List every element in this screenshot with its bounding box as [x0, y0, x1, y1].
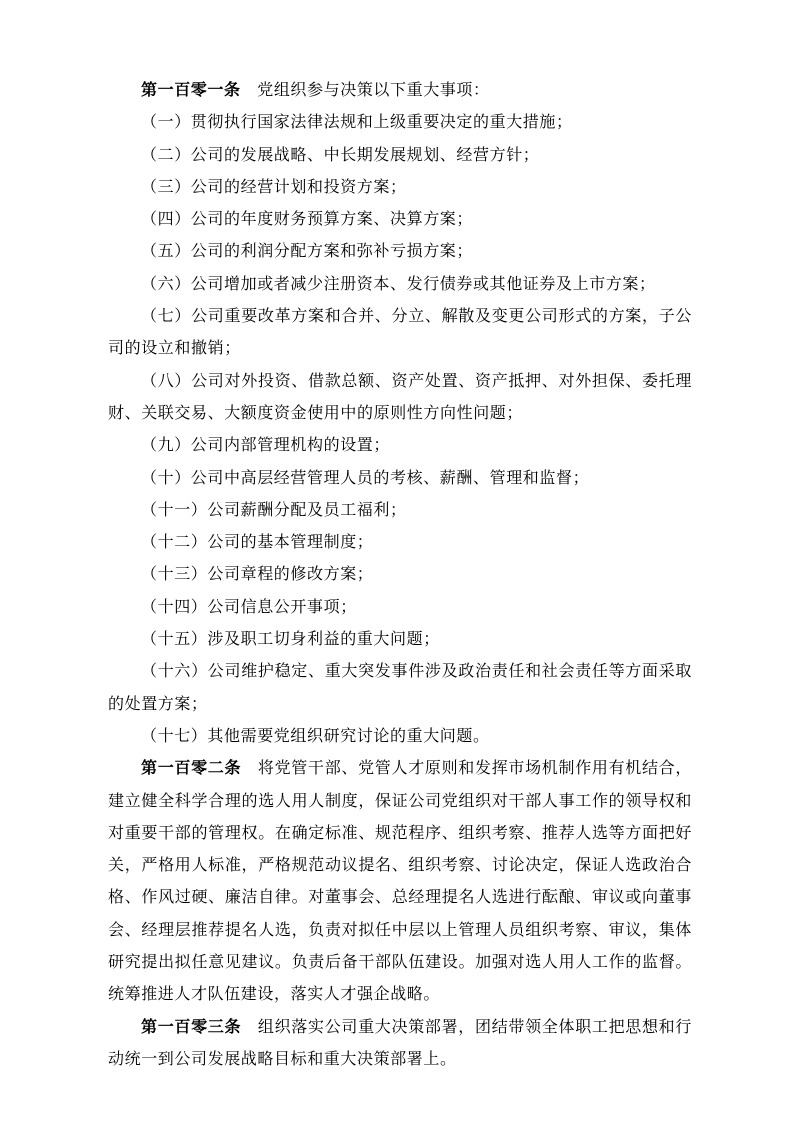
item-paragraph — [108, 236, 692, 268]
paragraph-text: （三）公司的经营计划和投资方案； — [141, 178, 407, 196]
item-paragraph — [108, 463, 692, 495]
paragraph-text: （七）公司重要改革方案和合并、分立、解散及变更公司形式的方案，子公司的设立和撤销； — [108, 308, 692, 358]
document-body — [108, 75, 692, 1076]
paragraph-text: （十七）其他需要党组织研究讨论的重大问题。 — [141, 727, 490, 745]
paragraph-text: （八）公司对外投资、借款总额、资产处置、资产抵押、对外担保、委托理财、关联交易、大额度资金使用中的原则性方向性问题； — [108, 372, 692, 422]
paragraph-text: （一）贯彻执行国家法律法规和上级重要决定的重大措施； — [141, 114, 573, 132]
article-paragraph — [108, 1012, 692, 1077]
paragraph-text: 将党管干部、党管人才原则和发挥市场机制作用有机结合，建立健全科学合理的选人用人制度，保证公司党组织对干部人事工作的领导权和对重要干部的管理权。在确定标准、规范程序、组织考察、推荐人选等方面把好关，严格用人标准，严格规范动议提名、组织考察、讨论决定，保证人选政治合格、作风过硬、廉洁自律。对董事会、总经理提名人选进行酝酿、审议或向董事会、经理层推荐提名人选，负责对拟任中层以上管理人员组织考察、审议，集体研究提出拟任意见建议。负责后备干部队伍建设。加强对选人用人工作的监督。统筹推进人才队伍建设，落实人才强企战略。 — [108, 760, 692, 1004]
paragraph-text: 组织落实公司重大决策部署，团结带领全体职工把思想和行动统一到公司发展战略目标和重大决策部署上。 — [108, 1018, 692, 1068]
item-paragraph — [108, 107, 692, 139]
article-number: 第一百零一条 — [141, 82, 241, 99]
article-paragraph — [108, 753, 692, 1011]
paragraph-text: （十三）公司章程的修改方案； — [141, 566, 374, 584]
item-paragraph — [108, 624, 692, 656]
article-number: 第一百零三条 — [141, 1018, 242, 1036]
item-paragraph — [108, 366, 692, 431]
item-paragraph — [108, 269, 692, 301]
item-paragraph — [108, 592, 692, 624]
article-paragraph — [108, 75, 692, 107]
paragraph-text: （十二）公司的基本管理制度； — [141, 534, 374, 552]
item-paragraph — [108, 430, 692, 462]
item-paragraph — [108, 656, 692, 721]
paragraph-text: （九）公司内部管理机构的设置； — [141, 437, 391, 455]
paragraph-text: （十六）公司维护稳定、重大突发事件涉及政治责任和社会责任等方面采取的处置方案； — [108, 663, 692, 713]
paragraph-text: （二）公司的发展战略、中长期发展规划、经营方针； — [141, 146, 540, 164]
item-paragraph — [108, 172, 692, 204]
paragraph-text: （十一）公司薪酬分配及员工福利； — [141, 501, 407, 519]
item-paragraph — [108, 559, 692, 591]
item-paragraph — [108, 721, 692, 753]
paragraph-text: 党组织参与决策以下重大事项： — [257, 82, 490, 99]
item-paragraph — [108, 140, 692, 172]
paragraph-text: （六）公司增加或者减少注册资本、发行债券或其他证券及上市方案； — [141, 275, 656, 293]
article-number: 第一百零二条 — [141, 760, 242, 778]
item-paragraph — [108, 527, 692, 559]
paragraph-text: （五）公司的利润分配方案和弥补亏损方案； — [141, 243, 474, 261]
item-paragraph — [108, 495, 692, 527]
paragraph-text: （十四）公司信息公开事项； — [141, 598, 357, 616]
paragraph-text: （十五）涉及职工切身利益的重大问题； — [141, 631, 440, 649]
paragraph-text: （十）公司中高层经营管理人员的考核、薪酬、管理和监督； — [141, 469, 590, 487]
item-paragraph — [108, 204, 692, 236]
paragraph-text: （四）公司的年度财务预算方案、决算方案； — [141, 211, 474, 229]
item-paragraph — [108, 301, 692, 366]
